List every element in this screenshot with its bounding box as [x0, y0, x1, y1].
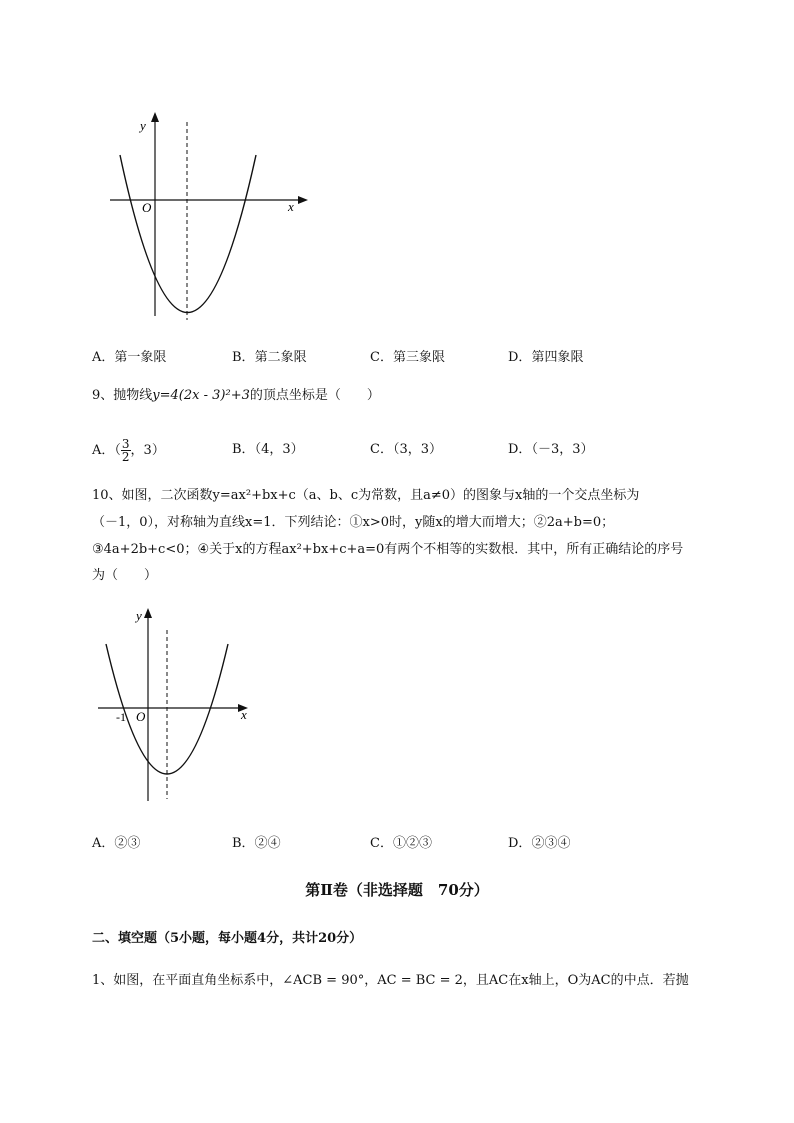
section-heading: 二、填空题（5小题，每小题4分，共计20分） [92, 931, 363, 946]
parabola-graph-1 [100, 110, 320, 330]
q10-line-2: （－1，0），对称轴为直线x=1．下列结论：①x>0时，y随x的增大而增大；②2a+b=0； [92, 515, 615, 530]
fill-q1-stem: 1、如图，在平面直角坐标系中，∠ACB = 90°，AC = BC = 2，且AC在x轴上，O为AC的中点．若抛 [92, 973, 689, 988]
q10-line-3: ③4a+2b+c<0；④关于x的方程ax²+bx+c+a=0有两个不相等的实数根．其中，所有正确结论的序号 [92, 542, 684, 557]
q8-option-d[interactable]: D．第四象限 [508, 350, 584, 365]
q10-line-4: 为（ ） [92, 568, 158, 583]
q8-option-a[interactable]: A．第一象限 [92, 350, 167, 365]
intercept-label: -1 [116, 710, 126, 724]
q10-option-c[interactable]: C．①②③ [370, 836, 432, 851]
x-axis-arrow [298, 196, 308, 204]
parabola-curve [120, 155, 256, 313]
y-label: y [136, 608, 142, 623]
y-axis-arrow [144, 608, 152, 618]
q10-option-b[interactable]: B．②④ [232, 836, 281, 851]
y-label: y [140, 118, 146, 133]
part-2-title: 第Ⅱ卷（非选择题 70分） [305, 881, 489, 899]
origin-label: O [136, 709, 146, 724]
q9-option-d[interactable]: D．（－3，3） [508, 442, 594, 457]
q10-option-a[interactable]: A．②③ [92, 836, 141, 851]
q10-option-d[interactable]: D．②③④ [508, 836, 571, 851]
q9-option-c[interactable]: C．（3，3） [370, 442, 442, 457]
x-label: x [288, 199, 294, 214]
q10-line-1: 10、如图，二次函数y=ax²+bx+c（a、b、c为常数，且a≠0）的图象与x轴的一个交点坐标为 [92, 488, 640, 503]
parabola-graph-2 [94, 604, 264, 814]
q9-option-a[interactable]: A．（ $\frac{3}{2}$ ，3） [92, 437, 165, 464]
fraction: $\frac{3}{2}$ [121, 437, 130, 464]
q8-option-b[interactable]: B．第二象限 [232, 350, 307, 365]
q9-stem: 9、抛物线y=4(2x - 3)²+3的顶点坐标是（ ） [92, 388, 380, 403]
origin-label: O [142, 200, 152, 215]
q9-option-b[interactable]: B．（4，3） [232, 442, 304, 457]
q8-option-c[interactable]: C．第三象限 [370, 350, 445, 365]
x-label: x [241, 707, 247, 722]
y-axis-arrow [151, 112, 159, 122]
q9-options [92, 430, 732, 470]
